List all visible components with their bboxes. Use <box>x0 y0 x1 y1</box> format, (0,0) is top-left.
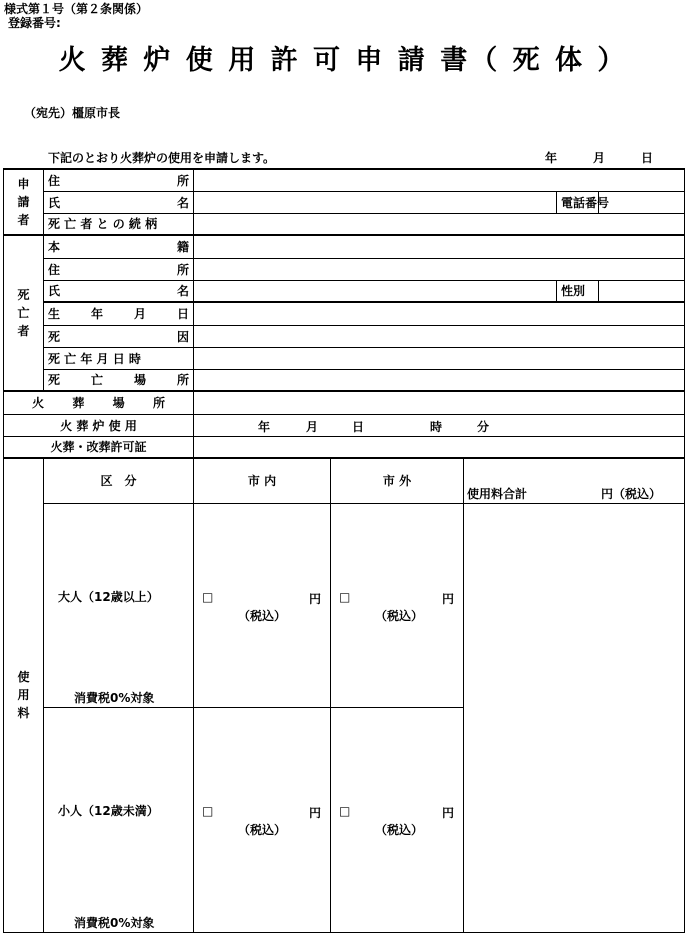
tax-included: （税込） <box>375 822 424 837</box>
furnace-use-label: 火 葬 炉 使 用 <box>4 414 194 436</box>
deceased-address-field[interactable] <box>194 258 685 280</box>
phone-field[interactable] <box>599 191 685 213</box>
furnace-use-field[interactable] <box>194 414 685 436</box>
death-datetime-field[interactable] <box>194 347 685 369</box>
furnace-minute-unit: 分 <box>477 419 490 434</box>
inside-city-header: 市 内 <box>194 458 331 503</box>
adult-category <box>44 503 194 707</box>
furnace-month-unit: 月 <box>306 419 319 434</box>
cremation-place-field[interactable] <box>194 391 685 414</box>
tax-included: （税込） <box>238 822 287 837</box>
furnace-hour-unit: 時 <box>430 419 443 434</box>
furnace-day-unit: 日 <box>352 419 365 434</box>
death-place-field[interactable] <box>194 369 685 391</box>
registration-number-label: 登録番号: <box>8 16 61 30</box>
cremation-place-label: 火 葬 場 所 <box>4 391 194 414</box>
relation-field[interactable] <box>194 213 685 235</box>
domicile-field[interactable] <box>194 235 685 258</box>
child-inside-checkbox[interactable]: □ <box>202 803 214 818</box>
form-number: 様式第１号（第２条関係） <box>4 2 149 16</box>
yen-unit: 円 <box>309 805 322 820</box>
tax-included: （税込） <box>375 608 424 623</box>
fee-section-label: 使用料 <box>4 458 44 932</box>
child-inside-fee[interactable] <box>194 707 331 932</box>
application-form-table <box>3 168 685 933</box>
adult-tax-note: 消費税0%対象 <box>74 690 155 705</box>
deceased-name-field[interactable] <box>194 280 557 302</box>
death-datetime-label: 死 亡 年 月 日 時 <box>44 347 194 369</box>
permit-label: 火葬・改葬許可証 <box>4 436 194 458</box>
death-place-label: 死 亡 場 所 <box>44 369 194 391</box>
fee-total-header: 使用料合計 円（税込） <box>464 458 685 503</box>
tax-included: （税込） <box>238 608 287 623</box>
birth-date-field[interactable] <box>194 302 685 325</box>
phone-label: 電話番号 <box>557 191 599 213</box>
category-header: 区 分 <box>44 458 194 503</box>
applicant-address-label: 住 所 <box>44 169 194 191</box>
adult-inside-fee[interactable] <box>194 503 331 707</box>
addressee: （宛先）橿原市長 <box>24 106 121 120</box>
child-tax-note: 消費税0%対象 <box>74 915 155 930</box>
applicant-name-label: 氏 名 <box>44 191 194 213</box>
outside-city-header: 市 外 <box>331 458 464 503</box>
date-year: 年 <box>545 151 558 165</box>
page-title: 火 葬 炉 使 用 許 可 申 請 書（ 死 体 ） <box>58 45 628 76</box>
child-label: 小人（12歳未満） <box>58 803 159 818</box>
adult-outside-fee[interactable] <box>331 503 464 707</box>
domicile-label: 本 籍 <box>44 235 194 258</box>
child-category <box>44 707 194 932</box>
cause-label: 死 因 <box>44 325 194 347</box>
fee-total-field[interactable] <box>464 503 685 932</box>
applicant-section-label: 申請者 <box>4 169 44 235</box>
child-outside-checkbox[interactable]: □ <box>339 803 351 818</box>
intro-text: 下記のとおり火葬炉の使用を申請します。 <box>48 151 276 165</box>
relation-label: 死 亡 者 と の 続 柄 <box>44 213 194 235</box>
adult-label: 大人（12歳以上） <box>58 589 159 604</box>
sex-field[interactable] <box>599 280 685 302</box>
sex-label: 性別 <box>557 280 599 302</box>
adult-inside-checkbox[interactable]: □ <box>202 589 214 604</box>
date-month: 月 <box>593 151 606 165</box>
permit-field[interactable] <box>194 436 685 458</box>
yen-unit: 円 <box>442 805 455 820</box>
adult-outside-checkbox[interactable]: □ <box>339 589 351 604</box>
date-day: 日 <box>641 151 654 165</box>
deceased-address-label: 住 所 <box>44 258 194 280</box>
applicant-address-field[interactable] <box>194 169 685 191</box>
furnace-year-unit: 年 <box>258 419 271 434</box>
cause-field[interactable] <box>194 325 685 347</box>
birth-date-label: 生 年 月 日 <box>44 302 194 325</box>
yen-unit: 円 <box>442 591 455 606</box>
yen-unit: 円 <box>309 591 322 606</box>
deceased-section-label: 死亡者 <box>4 235 44 391</box>
deceased-name-label: 氏 名 <box>44 280 194 302</box>
child-outside-fee[interactable] <box>331 707 464 932</box>
applicant-name-field[interactable] <box>194 191 557 213</box>
